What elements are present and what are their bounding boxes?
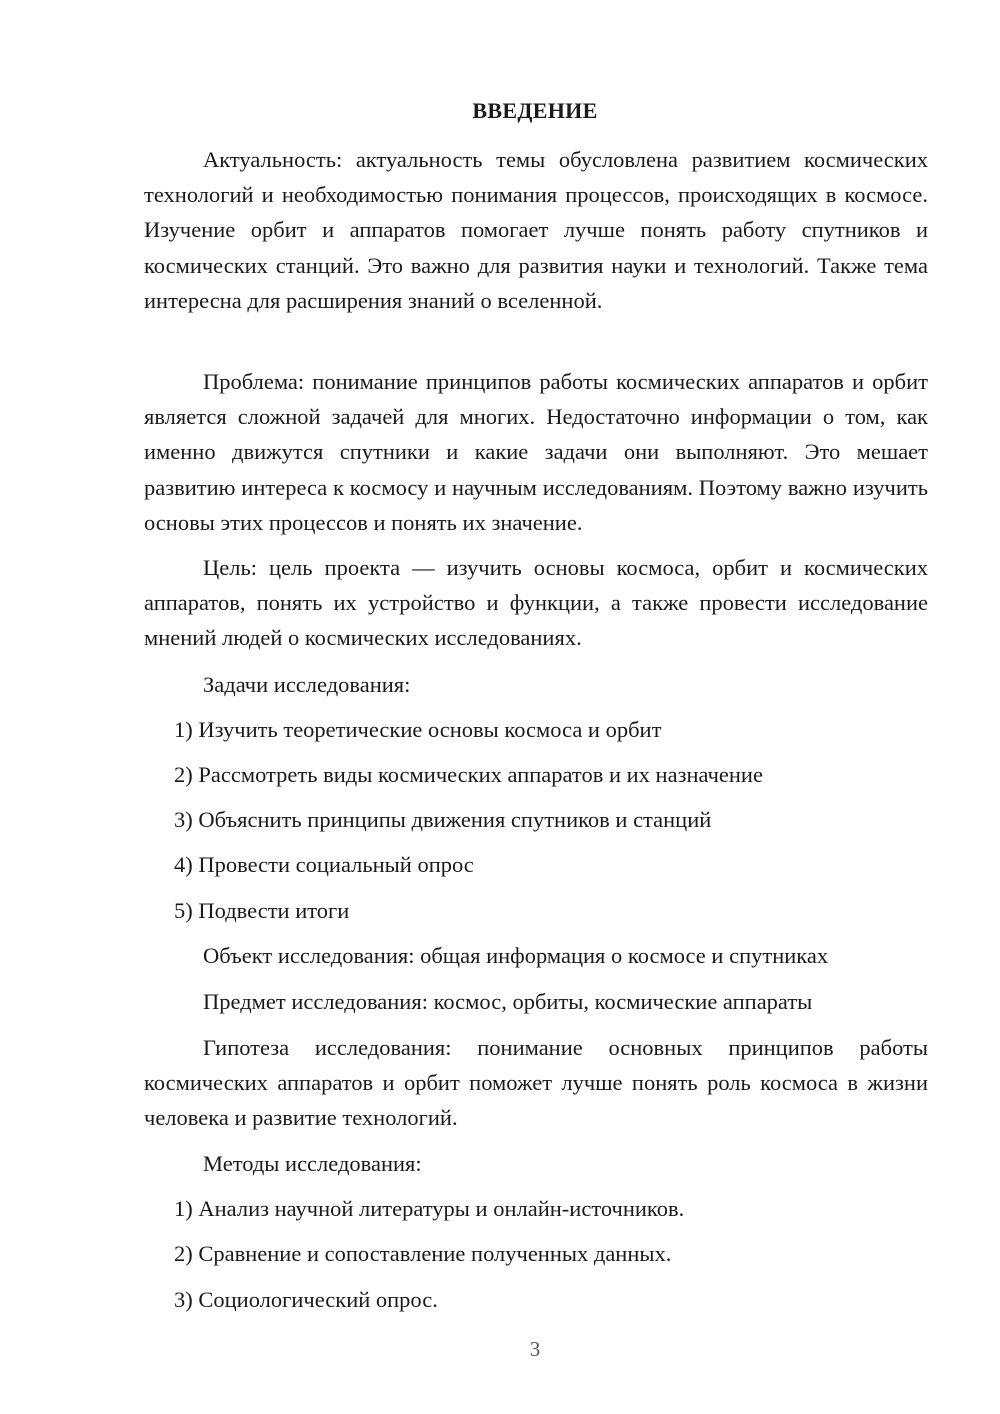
goal-paragraph: Цель: цель проекта — изучить основы космоса, орбит и космических аппаратов, понять их устройство и функции, а также провести исследование мнений людей о космических исследованиях. [144,555,928,651]
method-item: 1) Анализ научной литературы и онлайн-источников. [174,1196,685,1221]
page-number: 3 [529,1337,541,1361]
relevance-paragraph: Актуальность: актуальность темы обусловлена развитием космических технологий и необходимостью понимания процессов, происходящих в космосе. Изучение орбит и аппаратов помогает лучше понять работу спутников и космических станций. Это важно для развития науки и технологий. Также тема интересна для расширения знаний о вселенной. [144,147,928,313]
tasks-heading: Задачи исследования: [203,672,411,697]
hypothesis-paragraph: Гипотеза исследования: понимание основных принципов работы космических аппаратов и орбит поможет лучше понять роль космоса в жизни человека и развитие технологий. [144,1035,928,1131]
task-item: 5) Подвести итоги [174,898,350,923]
page-title: ВВЕДЕНИЕ [472,98,598,123]
method-item: 2) Сравнение и сопоставление полученных данных. [174,1241,672,1266]
task-item: 4) Провести социальный опрос [174,852,474,877]
method-item: 3) Социологический опрос. [174,1287,438,1312]
problem-paragraph: Проблема: понимание принципов работы космических аппаратов и орбит является сложной задачей для многих. Недостаточно информации о том, как именно движутся спутники и какие задачи они выполняют. Это мешает развитию интереса к космосу и научным исследованиям. Поэтому важно изучить основы этих процессов и понять их значение. [144,369,928,535]
research-object: Объект исследования: общая информация о космосе и спутниках [203,943,829,968]
research-subject: Предмет исследования: космос, орбиты, космические аппараты [203,989,813,1014]
task-item: 1) Изучить теоретические основы космоса и орбит [174,717,662,742]
task-item: 2) Рассмотреть виды космических аппаратов и их назначение [174,762,763,787]
methods-heading: Методы исследования: [203,1151,422,1176]
task-item: 3) Объяснить принципы движения спутников и станций [174,807,712,832]
